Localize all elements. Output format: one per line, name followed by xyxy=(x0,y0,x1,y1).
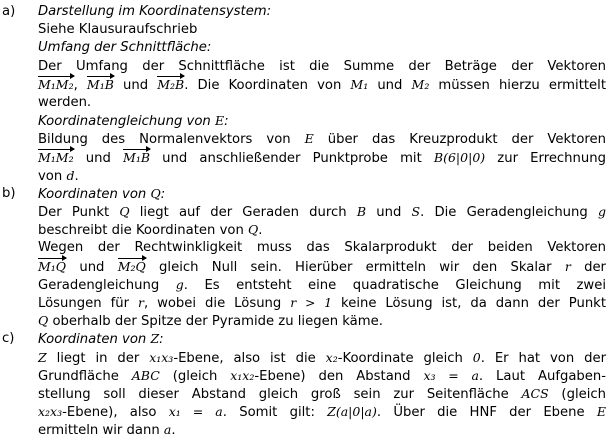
text-run: stellung soll dieser Abstand gleich groß sein zur Seitenfläche xyxy=(38,386,522,402)
text-line xyxy=(38,21,606,39)
text-run: zur Errechnung xyxy=(485,150,606,166)
text-run: : xyxy=(224,114,229,130)
math-expression: Q xyxy=(150,185,161,201)
text-line xyxy=(38,276,606,294)
vector-expression: M₁M₂ xyxy=(38,76,74,92)
text-run: liegt in der xyxy=(46,350,150,366)
text-run: Koordinatengleichung von xyxy=(38,114,215,130)
subheading-line xyxy=(38,39,606,57)
text-line xyxy=(38,294,606,312)
text-run: . Die Koordinaten von xyxy=(184,77,351,93)
text-run: . Es entsteht eine quadratische Gleichung mit zwei xyxy=(183,277,606,293)
text-run: Lösungen für xyxy=(38,296,138,311)
text-run: . Über die HNF der Ebene xyxy=(376,405,597,421)
text-run: der xyxy=(570,259,606,275)
math-expression: Q xyxy=(38,313,49,329)
vector-expression: M₁B xyxy=(86,76,114,92)
section-a xyxy=(0,3,610,185)
math-expression: S xyxy=(411,204,421,220)
text-run: (gleich xyxy=(159,368,231,384)
text-run: und xyxy=(66,259,118,275)
text-run: liegt auf der Geraden durch xyxy=(129,205,357,221)
text-run: Wegen der Rechtwinkligkeit muss das Skalarprodukt der beiden Vektoren xyxy=(38,240,606,256)
text-line xyxy=(38,239,606,257)
section-label: c) xyxy=(2,331,15,347)
text-run: , wobei die Lösung xyxy=(143,296,291,311)
math-expression: x₃ = a xyxy=(423,367,479,383)
text-line xyxy=(38,167,606,185)
vector-expression: M₂Q xyxy=(117,258,146,274)
text-line xyxy=(38,130,606,148)
math-expression: g xyxy=(597,204,606,220)
text-run: über das Kreuzprodukt der Vektoren xyxy=(313,132,606,148)
text-run: gleich Null sein. Hierüber ermitteln wir den Skalar xyxy=(145,259,565,275)
text-run: müssen hierzu ermittelt xyxy=(429,77,606,93)
text-line xyxy=(38,76,606,94)
math-expression: ABC xyxy=(131,367,160,383)
vector-expression: M₂B xyxy=(157,76,185,92)
section-body xyxy=(38,3,606,185)
math-expression: M₁ xyxy=(350,76,369,92)
math-expression: x₁ = a xyxy=(168,404,223,420)
math-expression: B xyxy=(356,204,367,220)
text-line xyxy=(38,58,606,76)
text-run: . xyxy=(258,223,263,239)
text-line xyxy=(38,421,606,439)
math-expression: Z(a|0|a) xyxy=(327,404,377,420)
text-run: und xyxy=(113,77,158,93)
math-expression: B(6|0|0) xyxy=(433,149,486,165)
math-expression: r > 1 xyxy=(290,295,333,310)
text-run: werden. xyxy=(38,94,92,110)
text-line xyxy=(38,149,606,167)
text-line xyxy=(38,349,606,367)
vector-expression: M₁M₂ xyxy=(38,149,74,165)
math-expression: a xyxy=(163,422,172,438)
text-line xyxy=(38,385,606,403)
text-run: -Ebene, also ist die xyxy=(173,350,326,366)
text-run: . Somit gilt: xyxy=(222,405,328,421)
section-c xyxy=(0,330,610,439)
math-expression: r xyxy=(564,258,571,274)
math-expression: Q xyxy=(119,204,130,220)
text-run: keine Lösung ist, da dann der Punkt xyxy=(332,296,606,311)
math-expression: E xyxy=(214,113,225,129)
text-run: , xyxy=(73,77,87,93)
text-run: . Er hat von der xyxy=(480,350,607,366)
text-line xyxy=(38,221,606,239)
text-run: und xyxy=(368,77,412,93)
text-line xyxy=(38,203,606,221)
math-expression: x₂ xyxy=(325,349,338,365)
text-run: von xyxy=(38,168,67,184)
text-run: : xyxy=(160,186,166,202)
math-expression: E xyxy=(304,131,314,147)
text-run: Darstellung im Koordinatensystem: xyxy=(38,4,272,19)
math-expression: Z xyxy=(38,349,47,365)
vector-expression: M₁Q xyxy=(38,258,67,274)
section-label: a) xyxy=(2,4,16,19)
subheading-line xyxy=(38,185,606,203)
math-expression: x₁x₂ xyxy=(230,367,255,383)
text-run: -Koordinate gleich xyxy=(337,350,473,366)
math-expression: r xyxy=(137,295,144,310)
text-run: Bildung des Normalenvektors von xyxy=(38,132,305,148)
text-run: . Laut Aufgaben- xyxy=(478,368,607,384)
text-run: beschreibt die Koordinaten von xyxy=(38,223,248,239)
vector-expression: M₁B xyxy=(123,149,151,165)
math-expression: M₂ xyxy=(411,76,430,92)
text-run: Umfang der Schnittfläche: xyxy=(38,40,212,56)
section-body xyxy=(38,330,606,439)
math-expression: g xyxy=(175,276,184,292)
text-line xyxy=(38,312,606,330)
text-line xyxy=(38,403,606,421)
text-run: . Die Geradengleichung xyxy=(420,205,598,221)
text-line xyxy=(38,94,606,112)
section-label: b) xyxy=(2,185,16,201)
text-run: Koordinaten von xyxy=(38,332,151,348)
subheading-line xyxy=(38,3,606,21)
text-run: -Ebene), also xyxy=(62,405,169,421)
math-expression: d xyxy=(66,167,75,183)
section-b xyxy=(0,185,610,331)
math-expression: Q xyxy=(248,222,259,238)
text-run: Koordinaten von xyxy=(38,186,151,202)
text-run: (gleich xyxy=(548,386,606,402)
text-run: . xyxy=(171,423,176,439)
text-run: : xyxy=(159,332,164,348)
text-run: Geradengleichung xyxy=(38,277,176,293)
math-expression: ACS xyxy=(521,385,549,401)
text-run: ermitteln wir dann xyxy=(38,423,164,439)
text-run: -Ebene) den Abstand xyxy=(254,368,424,384)
text-line xyxy=(38,367,606,385)
text-run: oberhalb der Spitze der Pyramide zu liegen käme. xyxy=(48,314,383,330)
text-run: und xyxy=(366,205,412,221)
text-run: Siehe Klausuraufschrieb xyxy=(38,22,198,38)
section-body xyxy=(38,185,606,331)
math-expression: 0 xyxy=(472,349,481,365)
text-run: und anschließender Punktprobe mit xyxy=(150,150,434,166)
subheading-line xyxy=(38,330,606,348)
text-run: Grundfläche xyxy=(38,368,132,384)
text-run: Der Punkt xyxy=(38,205,120,221)
math-expression: x₁x₃ xyxy=(149,349,174,365)
math-expression: x₂x₃ xyxy=(38,404,63,420)
subheading-line xyxy=(38,112,606,130)
text-run: . xyxy=(74,168,79,184)
math-expression: E xyxy=(596,404,606,420)
text-line xyxy=(38,258,606,276)
text-run: Der Umfang der Schnittfläche ist die Summe der Beträge der Vektoren xyxy=(38,58,606,74)
text-run: und xyxy=(73,150,124,166)
math-expression: Z xyxy=(150,331,160,347)
